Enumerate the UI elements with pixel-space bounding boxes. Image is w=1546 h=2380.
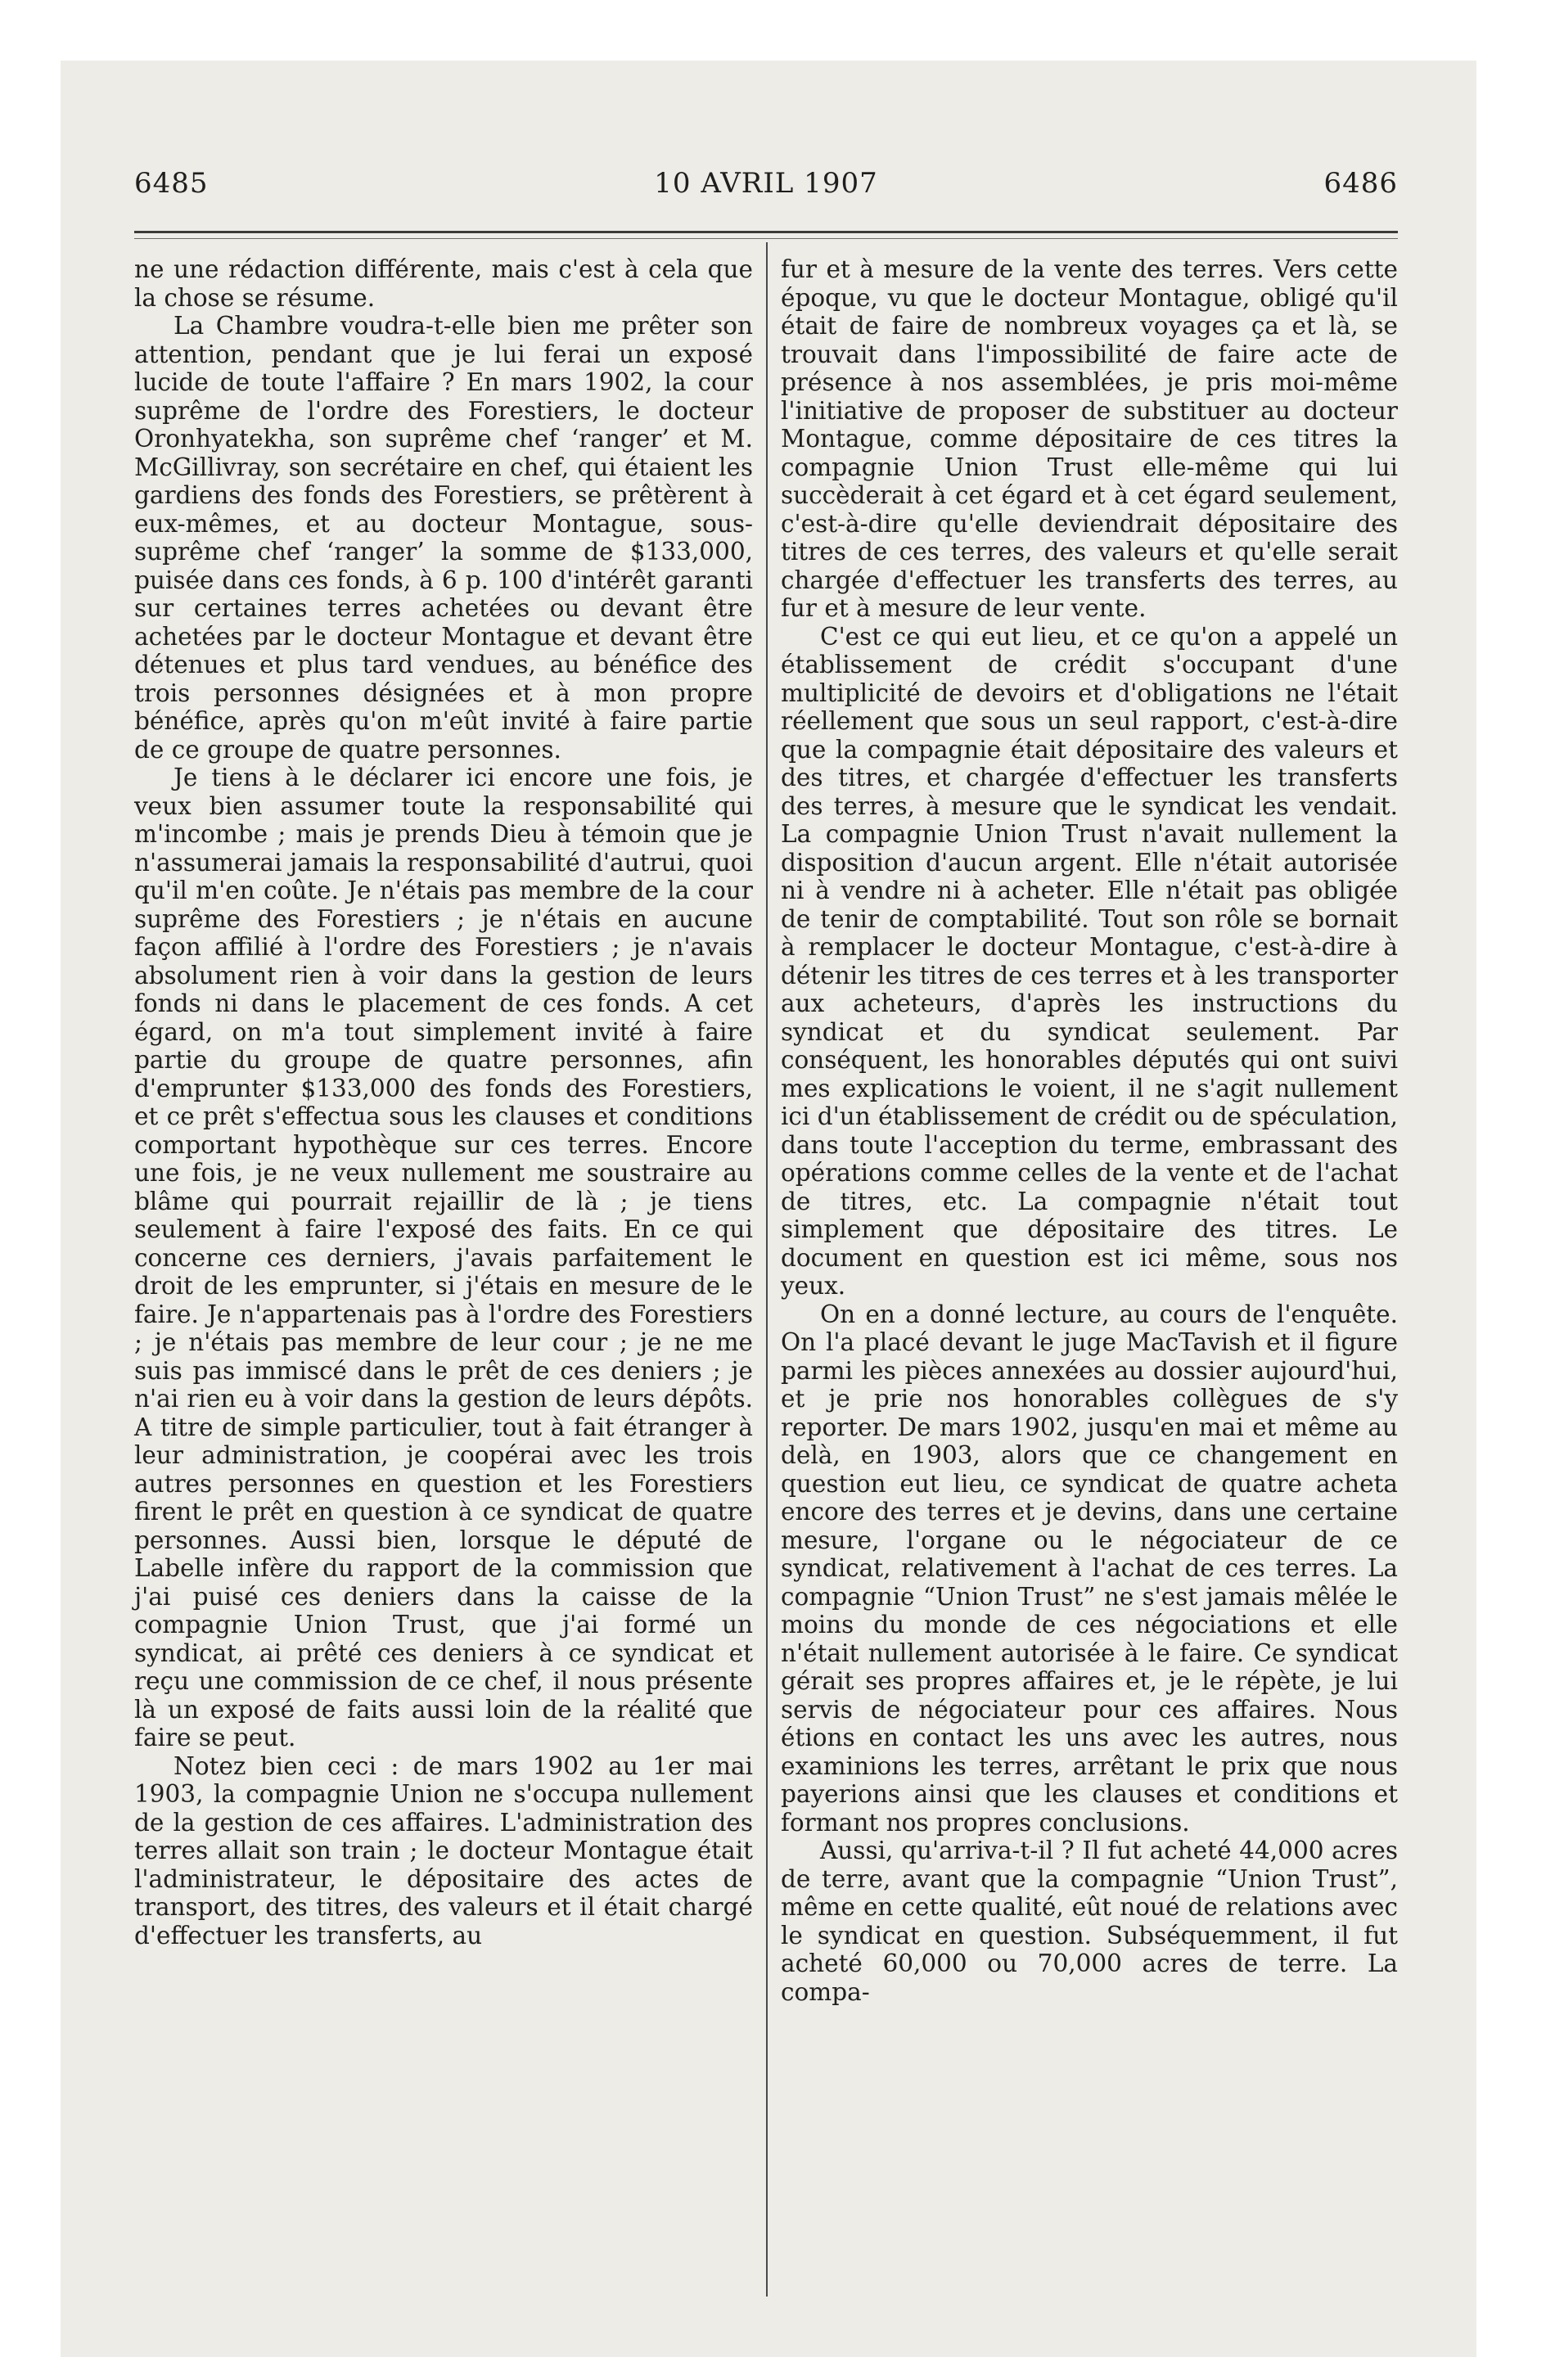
right-column	[781, 255, 1398, 2006]
right-page-number: 6486	[1323, 167, 1398, 200]
paragraph: Notez bien ceci : de mars 1902 au 1er mai 1903, la compagnie Union ne s'occupa nullement de la gestion de ces affaires. L'administration des terres allait son train ; le docteur Montague était l'administrateur, le dépositaire des actes de transport, des titres, des valeurs et il était chargé d'effectuer les transferts, au	[134, 1751, 753, 1950]
header-rule	[134, 231, 1398, 239]
paragraph: C'est ce qui eut lieu, et ce qu'on a appelé un établissement de crédit s'occupant d'une multiplicité de devoirs et d'obligations ne l'était réellement que sous un seul rapport, c'est-à-dire que la compagnie était dépositaire des valeurs et des titres, et chargée d'effectuer les transferts des terres, à mesure que le syndicat les vendait. La compagnie Union Trust n'avait nullement la disposition d'aucun argent. Elle n'était autorisée ni à vendre ni à acheter. Elle n'était pas obligée de tenir de comptabilité. Tout son rôle se bornait à remplacer le docteur Montague, c'est-à-dire à détenir les titres de ces terres et à les transporter aux acheteurs, d'après les instructions du syndicat et du syndicat seulement. Par conséquent, les honorables députés qui ont suivi mes explications le voient, il ne s'agit nullement ici d'un établissement de crédit ou de spéculation, dans toute l'acception du terme, embrassant des opérations comme celles de la vente et de l'achat de titres, etc. La compagnie n'était tout simplement que dépositaire des titres. Le document en question est ici même, sous nos yeux.	[781, 622, 1398, 1300]
left-page-number: 6485	[134, 167, 209, 200]
issue-date: 10 AVRIL 1907	[654, 167, 878, 200]
paragraph: ne une rédaction différente, mais c'est à cela que la chose se résume.	[134, 255, 753, 312]
page-header	[134, 167, 1398, 208]
paragraph: fur et à mesure de la vente des terres. Vers cette époque, vu que le docteur Montague, obligé qu'il était de faire de nombreux voyages ça et là, se trouvait dans l'impossibilité de faire acte de présence à nos assemblées, je pris moi-même l'initiative de proposer de substituer au docteur Montague, comme dépositaire de ces titres la compagnie Union Trust elle-même qui lui succèderait à cet égard et à cet égard seulement, c'est-à-dire qu'elle deviendrait dépositaire des titres de ces terres, des valeurs et qu'elle serait chargée d'effectuer les transferts des terres, au fur et à mesure de leur vente.	[781, 255, 1398, 622]
paragraph: On en a donné lecture, au cours de l'enquête. On l'a placé devant le juge MacTavish et il figure parmi les pièces annexées au dossier aujourd'hui, et je prie nos honorables collègues de s'y reporter. De mars 1902, jusqu'en mai et même au delà, en 1903, alors que ce changement en question eut lieu, ce syndicat de quatre acheta encore des terres et je devins, dans une certaine mesure, l'organe ou le négociateur de ce syndicat, relativement à l'achat de ces terres. La compagnie “Union Trust” ne s'est jamais mêlée le moins du monde de ces négociations et elle n'était nullement autorisée à le faire. Ce syndicat gérait ses propres affaires et, je le répète, je lui servis de négociateur pour ces affaires. Nous étions en contact les uns avec les autres, nous examinions les terres, arrêtant le prix que nous payerions ainsi que les clauses et conditions et formant nos propres conclusions.	[781, 1300, 1398, 1837]
column-divider	[766, 242, 768, 2297]
scanned-page	[61, 61, 1476, 2357]
paragraph: La Chambre voudra-t-elle bien me prêter son attention, pendant que je lui ferai un exposé lucide de toute l'affaire ? En mars 1902, la cour suprême de l'ordre des Forestiers, le docteur Oronhyatekha, son suprême chef ‘ranger’ et M. McGillivray, son secrétaire en chef, qui étaient les gardiens des fonds des Forestiers, se prêtèrent à eux-mêmes, et au docteur Montague, sous-suprême chef ‘ranger’ la somme de $133,000, puisée dans ces fonds, à 6 p. 100 d'intérêt garanti sur certaines terres achetées ou devant être achetées par le docteur Montague et devant être détenues et plus tard vendues, au bénéfice des trois personnes désignées et à mon propre bénéfice, après qu'on m'eût invité à faire partie de ce groupe de quatre personnes.	[134, 312, 753, 764]
paragraph: Aussi, qu'arriva-t-il ? Il fut acheté 44,000 acres de terre, avant que la compagnie “Union Trust”, même en cette qualité, eût noué de relations avec le syndicat en question. Subséquemment, il fut acheté 60,000 ou 70,000 acres de terre. La compa-	[781, 1837, 1398, 2006]
paragraph: Je tiens à le déclarer ici encore une fois, je veux bien assumer toute la responsabilité qui m'incombe ; mais je prends Dieu à témoin que je n'assumerai jamais la responsabilité d'autrui, quoi qu'il m'en coûte. Je n'étais pas membre de la cour suprême des Forestiers ; je n'étais en aucune façon affilié à l'ordre des Forestiers ; je n'avais absolument rien à voir dans la gestion de leurs fonds ni dans le placement de ces fonds. A cet égard, on m'a tout simplement invité à faire partie du groupe de quatre personnes, afin d'emprunter $133,000 des fonds des Forestiers, et ce prêt s'effectua sous les clauses et conditions comportant hypothèque sur ces terres. Encore une fois, je ne veux nullement me soustraire au blâme qui pourrait rejaillir de là ; je tiens seulement à faire l'exposé des faits. En ce qui concerne ces derniers, j'avais parfaitement le droit de les emprunter, si j'étais en mesure de le faire. Je n'appartenais pas à l'ordre des Forestiers ; je n'étais pas membre de leur cour ; je ne me suis pas immiscé dans le prêt de ces deniers ; je n'ai rien eu à voir dans la gestion de leurs dépôts. A titre de simple particulier, tout à fait étranger à leur administration, je coopérai avec les trois autres personnes en question et les Forestiers firent le prêt en question à ce syndicat de quatre personnes. Aussi bien, lorsque le député de Labelle infère du rapport de la commission que j'ai puisé ces deniers dans la caisse de la compagnie Union Trust, que j'ai formé un syndicat, ai prêté ces deniers à ce syndicat et reçu une commission de ce chef, il nous présente là un exposé de faits aussi loin de la réalité que faire se peut.	[134, 764, 753, 1751]
left-column	[134, 255, 753, 1950]
